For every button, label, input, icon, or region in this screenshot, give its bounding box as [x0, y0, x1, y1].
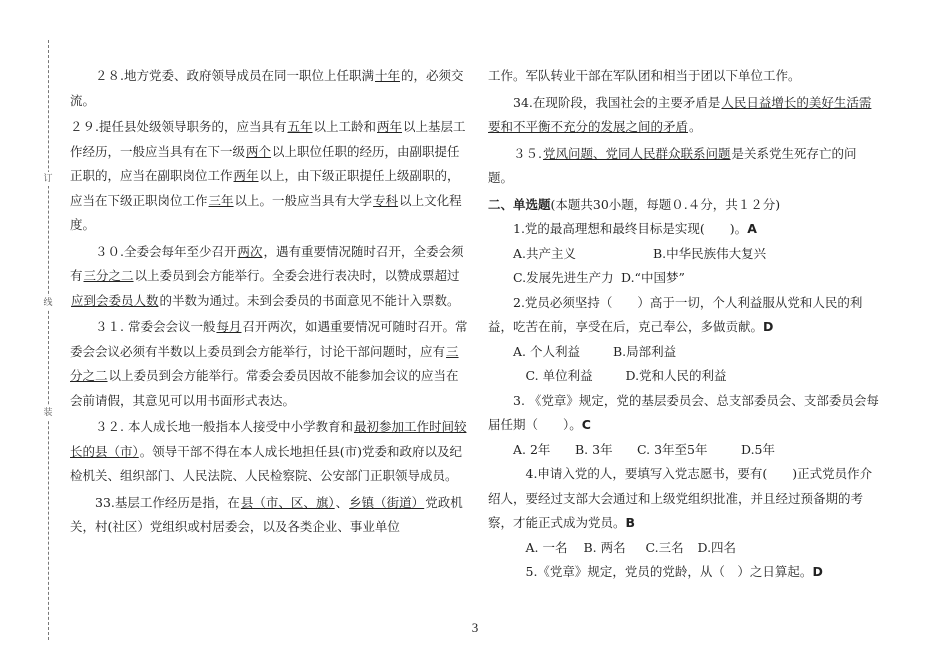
question-31: ３１. 常委会会议一般每月召开两次，如遇重要情况可随时召开。常委会会议必须有半数以上委员到会方能举行，讨论干部问题时，应有三分之二以上委员到会方能举行。常委会委员因故不能参加会议的应当在会前请假，其意见可以用书面形式表达。 — [70, 319, 468, 408]
right-column — [488, 64, 880, 585]
mc-question-3: 3. 《党章》规定，党的基层委员会、总支部委员会、支部委员会每届任期（ ）。C — [488, 392, 879, 432]
left-column — [70, 64, 470, 540]
blank-answer: 党风问题、党同人民群众联系问题 — [542, 145, 731, 161]
binding-line — [48, 40, 49, 640]
blank-answer: 县（市、区、旗） — [240, 494, 335, 510]
blank-answer: 两年 — [233, 168, 259, 183]
blank-answer: 五年 — [287, 119, 313, 134]
blank-answer: 十年 — [374, 68, 400, 83]
binding-mark: 装 — [43, 408, 53, 418]
binding-mark: 线 — [43, 298, 53, 308]
answer-key: C — [581, 417, 591, 432]
blank-answer: 应到会委员人数 — [71, 292, 159, 308]
page-number: 3 — [471, 620, 479, 635]
blank-answer: 乡镇（街道） — [349, 494, 425, 510]
question-29: ２９.提任县处级领导职务的，应当具有五年以上工龄和两年以上基层工作经历，一般应当具有在下一级两个以上职位任职的经历，由副职提任正职的，应当在副职岗位工作两年以上，由下级正职提任上级副职的，应当在下级正职岗位工作三年以上。一般应当具有大学专科以上文化程度。 — [70, 119, 466, 232]
blank-answer: 两次 — [237, 243, 263, 259]
blank-answer: 三分之二 — [83, 268, 134, 283]
answer-key: D — [812, 564, 823, 579]
mc-options: A. 一名 B. 两名 C.三名 D.四名 — [525, 539, 737, 555]
mc-options: A. 2年 B. 3年 C. 3年至5年 D.5年 — [513, 441, 776, 457]
answer-key: B — [625, 515, 636, 530]
question-32: ３２. 本人成长地一般指本人接受中小学教育和最初参加工作时间较长的县（市）。领导干部不得在本人成长地担任县(市)党委和政府以及纪检机关、组织部门、人民法院、人民检察院、公安部门正职领导成员。 — [70, 419, 467, 483]
blank-answer: 每月 — [216, 319, 242, 334]
question-33: 33.基层工作经历是指，在县（市、区、旗）、乡镇（街道）党政机关，村(社区）党组织或村居委会，以及各类企业、事业单位 — [70, 494, 463, 534]
question-34: 34.在现阶段，我国社会的主要矛盾是人民日益增长的美好生活需要和不平衡不充分的发展之间的矛盾。 — [488, 94, 872, 134]
question-35: ３５.党风问题、党同人民群众联系问题是关系党生死存亡的问题。 — [488, 145, 857, 185]
question-30: ３０.全委会每年至少召开两次，遇有重要情况随时召开，全委会须有三分之二以上委员到会方能举行。全委会进行表决时，以赞成票超过应到会委员人数的半数为通过。未到会委员的书面意见不能计入票数。 — [70, 243, 464, 308]
mc-question-5: 5.《党章》规定，党员的党龄，从（ ）之日算起。D — [525, 564, 823, 579]
question-28: ２８.地方党委、政府领导成员在同一职位上任职满十年的，必须交流。 — [70, 68, 464, 108]
question-33-continued: 工作。军队转业干部在军队团和相当于团以下单位工作。 — [488, 68, 801, 83]
blank-answer: 两个 — [246, 143, 272, 159]
answer-key: D — [763, 319, 774, 334]
blank-answer: 最初参加工作时间较长的县（市） — [70, 419, 467, 459]
blank-answer: 三分之二 — [70, 343, 459, 383]
mc-question-1: 1.党的最高理想和最终目标是实现( )。A — [513, 221, 757, 236]
answer-key: A — [747, 221, 757, 236]
mc-question-2: 2.党员必须坚持（ ）高于一切，个人利益服从党和人民的利益，吃苦在前，享受在后，克己奉公，多做贡献。D — [488, 294, 863, 334]
binding-mark: 订 — [43, 174, 53, 184]
mc-options: A.共产主义 B.中华民族伟大复兴 — [513, 245, 767, 261]
section-heading: 二、单选题(本题共30小题，每题０.４分，共１２分) — [488, 196, 781, 212]
blank-answer: 两年 — [377, 119, 403, 134]
mc-options: C.发展先进生产力 D.“中国梦” — [513, 270, 685, 285]
mc-options: A. 个人利益 B.局部利益 — [513, 343, 677, 359]
mc-question-4: 4.申请入党的人，要填写入党志愿书，要有( )正式党员作介绍人，要经过支部大会通过和上级党组织批准，并且经过预备期的考察，才能正式成为党员。B — [488, 466, 873, 530]
blank-answer: 人民日益增长的美好生活需要和不平衡不充分的发展之间的矛盾 — [488, 94, 872, 134]
blank-answer: 三年 — [208, 192, 234, 208]
mc-options: C. 单位利益 D.党和人民的利益 — [525, 368, 727, 383]
blank-answer: 专科 — [373, 192, 399, 208]
